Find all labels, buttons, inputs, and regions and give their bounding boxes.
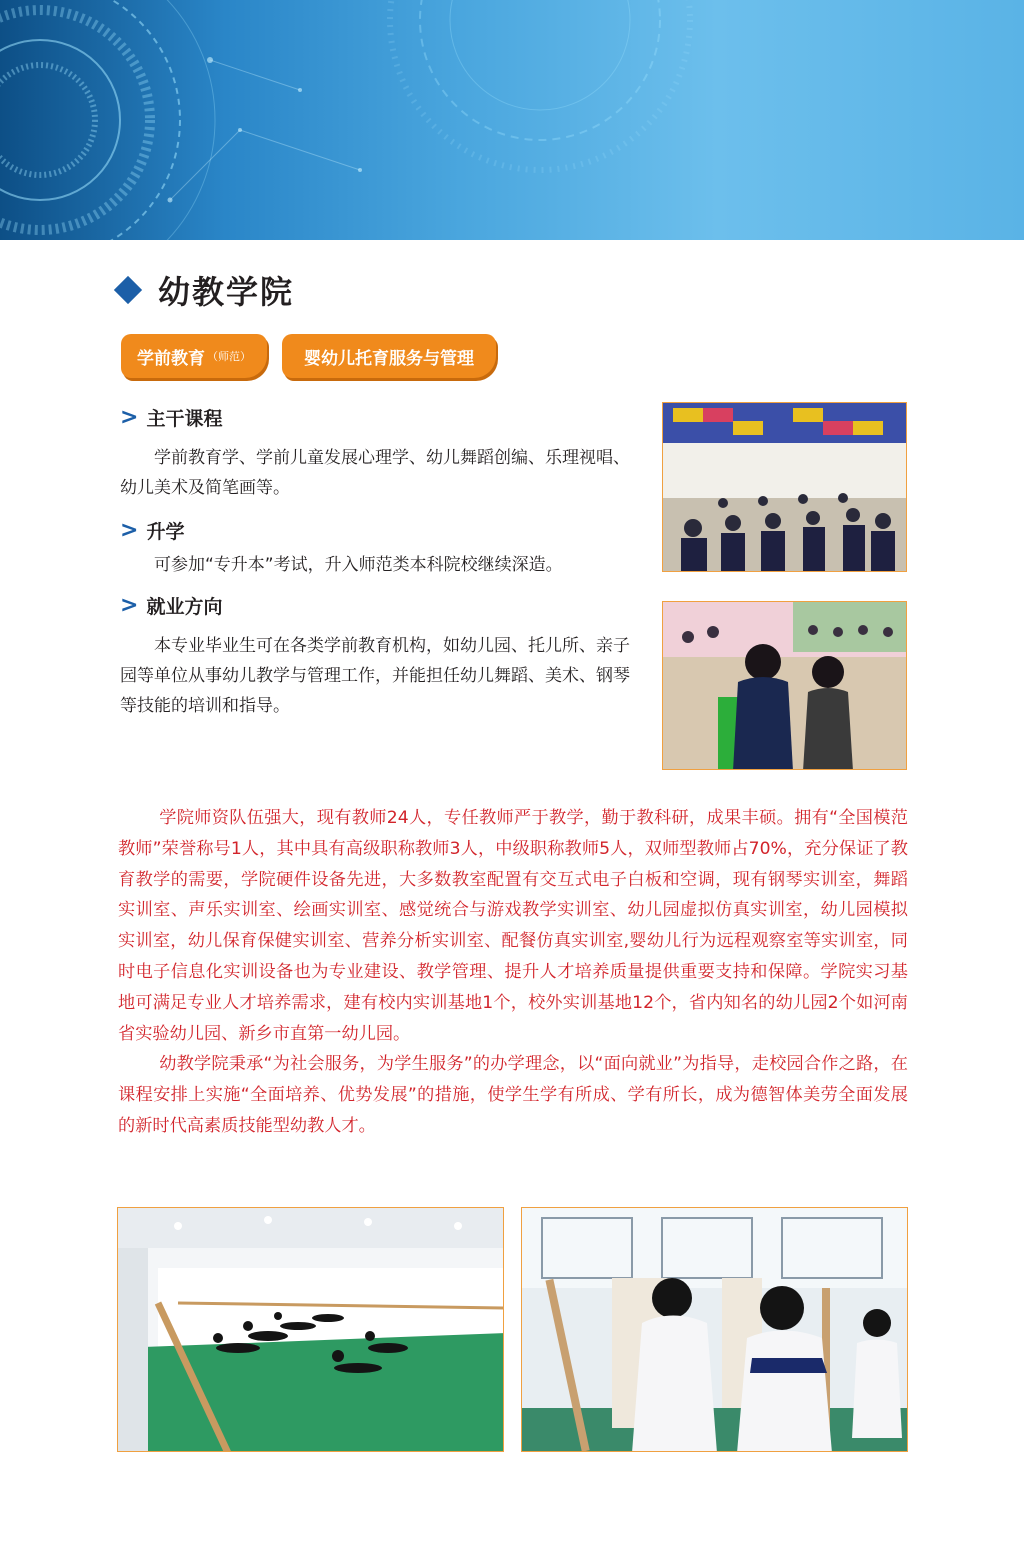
section-title-further-study bbox=[120, 517, 184, 544]
section-body-courses: 学前教育学、学前儿童发展心理学、幼儿舞蹈创编、乐理视唱、幼儿美术及简笔画等。 bbox=[120, 448, 630, 498]
tech-circle-decoration bbox=[0, 0, 1024, 240]
section-title-employment bbox=[120, 592, 222, 619]
section-body-further-study: 可参加“专升本”考试，升入师范类本科院校继续深造。 bbox=[154, 555, 563, 575]
chevron-right-icon: > bbox=[120, 518, 139, 543]
chevron-right-icon: > bbox=[120, 593, 139, 618]
tag-preschool-education bbox=[121, 334, 267, 378]
tag-label: 婴幼儿托育服务与管理 bbox=[304, 348, 474, 369]
college-heading bbox=[118, 268, 294, 312]
section-title-text: 升学 bbox=[146, 521, 185, 543]
section-title-text: 主干课程 bbox=[146, 408, 223, 430]
teacher-child-photo bbox=[662, 601, 907, 770]
tag-note: （师范） bbox=[207, 350, 251, 363]
chevron-right-icon: > bbox=[120, 405, 139, 430]
dance-room-photo bbox=[117, 1207, 504, 1452]
college-description bbox=[118, 803, 908, 1142]
tag-infant-care bbox=[282, 334, 496, 378]
section-title-courses bbox=[120, 404, 222, 431]
section-title-text: 就业方向 bbox=[146, 596, 223, 618]
tag-label: 学前教育 bbox=[137, 348, 205, 369]
section-body-employment: 本专业毕业生可在各类学前教育机构，如幼儿园、托儿所、亲子园等单位从事幼儿教学与管理工作，并能担任幼儿舞蹈、美术、钢琴等技能的培训和指导。 bbox=[120, 636, 630, 716]
description-paragraph: 幼教学院秉承“为社会服务，为学生服务”的办学理念，以“面向就业”为指导，走校园合作之路，在课程安排上实施“全面培养、优势发展”的措施，使学生学有所成、学有所长，成为德智体美劳全面发展的新时代高素质技能型幼教人才。 bbox=[118, 1054, 908, 1136]
classroom-photo bbox=[662, 402, 907, 572]
header-banner bbox=[0, 0, 1024, 240]
description-paragraph: 学院师资队伍强大，现有教师24人，专任教师严于教学，勤于教科研，成果丰硕。拥有“全国模范教师”荣誉称号1人，其中具有高级职称教师3人，中级职称教师5人，双师型教师占70%，充分保证了教育教学的需要，学院硬件设备先进，大多数教室配置有交互式电子白板和空调，现有钢琴实训室，舞蹈实训室、声乐实训室、绘画实训室、感觉统合与游戏教学实训室、幼儿园虚拟仿真实训室，幼儿园模拟实训室，幼儿保育保健实训室、营养分析实训室、配餐仿真实训室,婴幼儿行为远程观察室等实训室，同时电子信息化实训设备也为专业建设、教学管理、提升人才培养质量提供重要支持和保障。学院实习基地可满足专业人才培养需求，建有校内实训基地1个，校外实训基地12个，省内知名的幼儿园2个如河南省实验幼儿园、新乡市直第一幼儿园。 bbox=[118, 808, 908, 1044]
diamond-bullet-icon bbox=[114, 276, 142, 304]
painting-class-photo bbox=[521, 1207, 908, 1452]
college-title: 幼教学院 bbox=[158, 273, 295, 311]
